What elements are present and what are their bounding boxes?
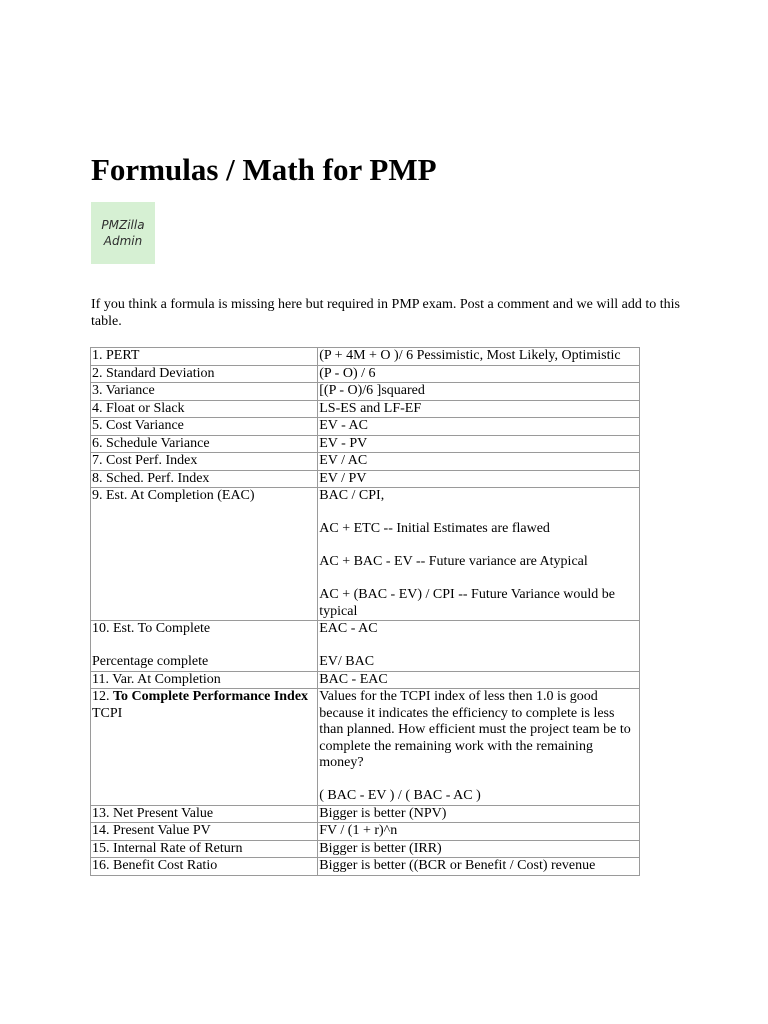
formula-value: EV - AC: [318, 418, 640, 436]
formula-value: [318, 621, 640, 672]
formula-line: Values for the TCPI index of less then 1.0 is good because it indicates the efficiency to complete is less than planned. How efficient must the project team be to complete the remaining work with the remaining money?: [319, 689, 631, 770]
formula-line: AC + (BAC - EV) / CPI -- Future Variance would be typical: [319, 587, 616, 619]
table-row: [91, 453, 640, 471]
formula-name: 13. Net Present Value: [91, 805, 318, 823]
formula-line: EAC - AC: [319, 621, 378, 636]
table-row: [91, 823, 640, 841]
formula-name: [91, 689, 318, 806]
formula-name: 3. Variance: [91, 383, 318, 401]
table-row: [91, 840, 640, 858]
formula-name: 8. Sched. Perf. Index: [91, 470, 318, 488]
formula-value: (P - O) / 6: [318, 365, 640, 383]
formula-value: LS-ES and LF-EF: [318, 400, 640, 418]
formula-value: (P + 4M + O )/ 6 Pessimistic, Most Likely, Optimistic: [318, 348, 640, 366]
formula-value: EV / AC: [318, 453, 640, 471]
formula-value: Bigger is better (IRR): [318, 840, 640, 858]
formula-value: EV / PV: [318, 470, 640, 488]
formula-value: [(P - O)/6 ]squared: [318, 383, 640, 401]
formula-name: [91, 621, 318, 672]
formula-name: 4. Float or Slack: [91, 400, 318, 418]
formula-name: 6. Schedule Variance: [91, 435, 318, 453]
table-row: [91, 383, 640, 401]
formula-line: AC + ETC -- Initial Estimates are flawed: [319, 521, 550, 536]
page-title: Formulas / Math for PMP: [91, 152, 437, 187]
table-row: [91, 348, 640, 366]
table-row: [91, 621, 640, 672]
formula-name-suffix: TCPI: [92, 705, 123, 721]
table-row: [91, 418, 640, 436]
avatar-line-1: PMZilla: [101, 218, 145, 232]
formula-name: 7. Cost Perf. Index: [91, 453, 318, 471]
formula-value: Bigger is better (NPV): [318, 805, 640, 823]
formula-value: BAC - EAC: [318, 671, 640, 689]
formula-name: 2. Standard Deviation: [91, 365, 318, 383]
table-row: [91, 470, 640, 488]
table-row: [91, 689, 640, 806]
formula-name: 14. Present Value PV: [91, 823, 318, 841]
formula-name: 16. Benefit Cost Ratio: [91, 858, 318, 876]
formula-value: FV / (1 + r)^n: [318, 823, 640, 841]
table-row: [91, 365, 640, 383]
formula-name-number: 12.: [92, 689, 110, 704]
formula-name: 5. Cost Variance: [91, 418, 318, 436]
formula-value: [318, 689, 640, 806]
formula-value: [318, 488, 640, 621]
formula-name-line: 10. Est. To Complete: [92, 621, 211, 636]
table-row: [91, 858, 640, 876]
formula-name-line: Percentage complete: [92, 654, 209, 669]
formula-name-bold: To Complete Performance Index: [113, 689, 309, 704]
table-row: [91, 671, 640, 689]
author-avatar[interactable]: [91, 202, 155, 264]
intro-paragraph: If you think a formula is missing here but required in PMP exam. Post a comment and we will add to this table.: [91, 297, 680, 329]
formulas-table: [90, 347, 640, 876]
table-row: [91, 400, 640, 418]
formula-name: 9. Est. At Completion (EAC): [91, 488, 318, 621]
formula-line: ( BAC - EV ) / ( BAC - AC ): [319, 788, 481, 803]
table-row: [91, 488, 640, 621]
formula-line: AC + BAC - EV -- Future variance are Atypical: [319, 554, 588, 569]
table-row: [91, 435, 640, 453]
formula-value: Bigger is better ((BCR or Benefit / Cost) revenue: [318, 858, 640, 876]
table-row: [91, 805, 640, 823]
formula-name: 1. PERT: [91, 348, 318, 366]
avatar-line-2: Admin: [103, 234, 143, 248]
formula-name: 11. Var. At Completion: [91, 671, 318, 689]
formula-name: 15. Internal Rate of Return: [91, 840, 318, 858]
formula-line: BAC / CPI,: [319, 488, 385, 503]
formula-line: EV/ BAC: [319, 654, 375, 669]
formula-value: EV - PV: [318, 435, 640, 453]
